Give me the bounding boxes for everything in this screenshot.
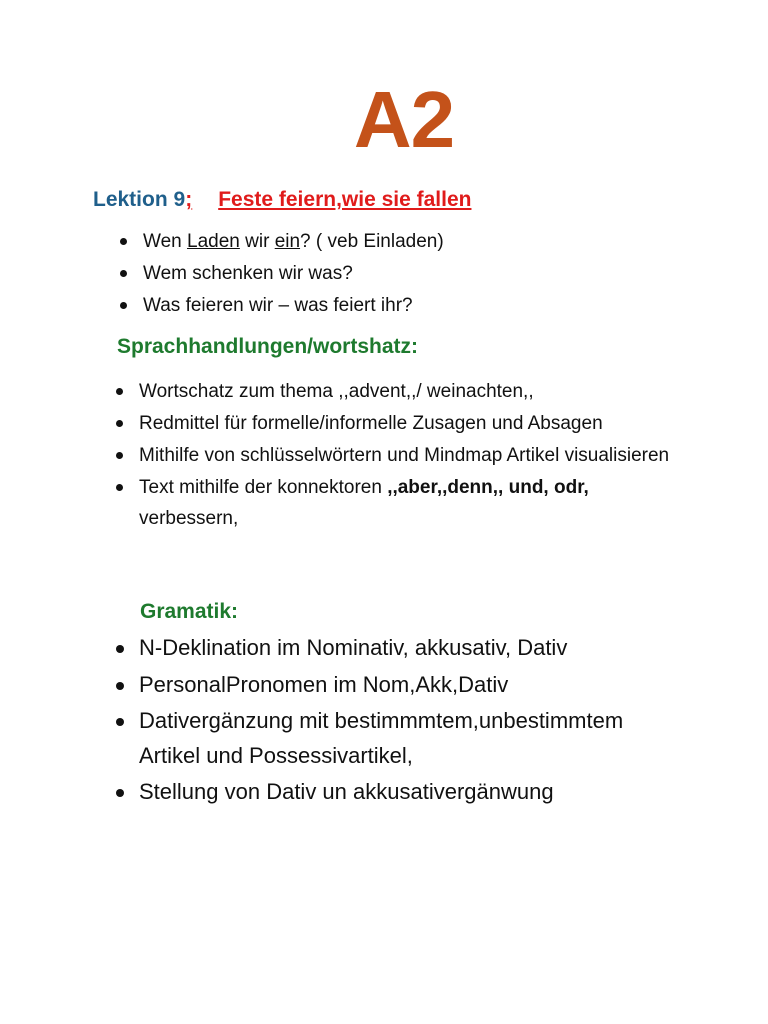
bullet-icon (120, 270, 127, 277)
intro-list (117, 226, 444, 322)
bullet-icon (116, 682, 124, 690)
underlined-word: Laden (187, 231, 240, 252)
lesson-separator: ; (185, 188, 193, 211)
list-item-text: Was feieren wir – was feiert ihr? (143, 295, 413, 316)
bullet-icon (116, 718, 124, 726)
list-item (113, 775, 673, 810)
gramatik-list (113, 631, 673, 812)
list-item (113, 631, 673, 666)
bullet-icon (116, 388, 123, 395)
list-item (113, 408, 693, 439)
list-item-text: Redmittel für formelle/informelle Zusagen und Absagen (139, 413, 603, 434)
sprachhandlungen-list (113, 376, 693, 535)
lesson-label: Lektion 9 (93, 188, 186, 211)
list-item-text: PersonalPronomen im Nom,Akk,Dativ (139, 671, 509, 697)
list-item-text: Dativergänzung mit bestimmmtem,unbestimmtem Artikel und Possessivartikel, (139, 708, 624, 768)
bullet-icon (116, 452, 123, 459)
lesson-title: Feste feiern,wie sie fallen (218, 188, 472, 211)
list-item-text: ? ( veb Einladen) (300, 231, 444, 252)
bullet-icon (116, 484, 123, 491)
bullet-icon (116, 645, 124, 653)
bullet-icon (116, 420, 123, 427)
bullet-icon (120, 238, 127, 245)
list-item-text: verbessern, (139, 508, 239, 529)
underlined-word: ein (274, 231, 301, 252)
list-item-text: N-Deklination im Nominativ, akkusativ, Dativ (139, 635, 568, 660)
list-item (113, 440, 693, 471)
bullet-icon (120, 302, 127, 309)
list-item (113, 704, 673, 773)
section-heading-gramatik: Gramatik: (140, 600, 239, 623)
section-heading-sprachhandlungen: Sprachhandlungen/wortshatz: (117, 335, 419, 358)
list-item (117, 258, 444, 290)
list-item-text: Stellung von Dativ un akkusativergänwung (139, 779, 554, 804)
page-title: A2 (353, 75, 455, 164)
bullet-icon (116, 789, 124, 797)
list-item (117, 290, 444, 322)
list-item-text: wir (239, 231, 275, 252)
list-item (117, 226, 444, 258)
list-item-text: Wen (143, 231, 188, 252)
connectors-bold: ,,aber,,denn,, und, odr, (387, 477, 589, 498)
list-item (113, 376, 693, 407)
list-item-text: Mithilfe von schlüsselwörtern und Mindmap Artikel visualisieren (139, 445, 670, 466)
lesson-line (93, 186, 471, 214)
list-item (113, 668, 673, 703)
list-item-text: Wem schenken wir was? (143, 263, 353, 284)
list-item (113, 472, 693, 534)
list-item-text: Text mithilfe der konnektoren (139, 477, 388, 498)
list-item-text: Wortschatz zum thema ,,advent,,/ weinachten,, (139, 381, 534, 402)
